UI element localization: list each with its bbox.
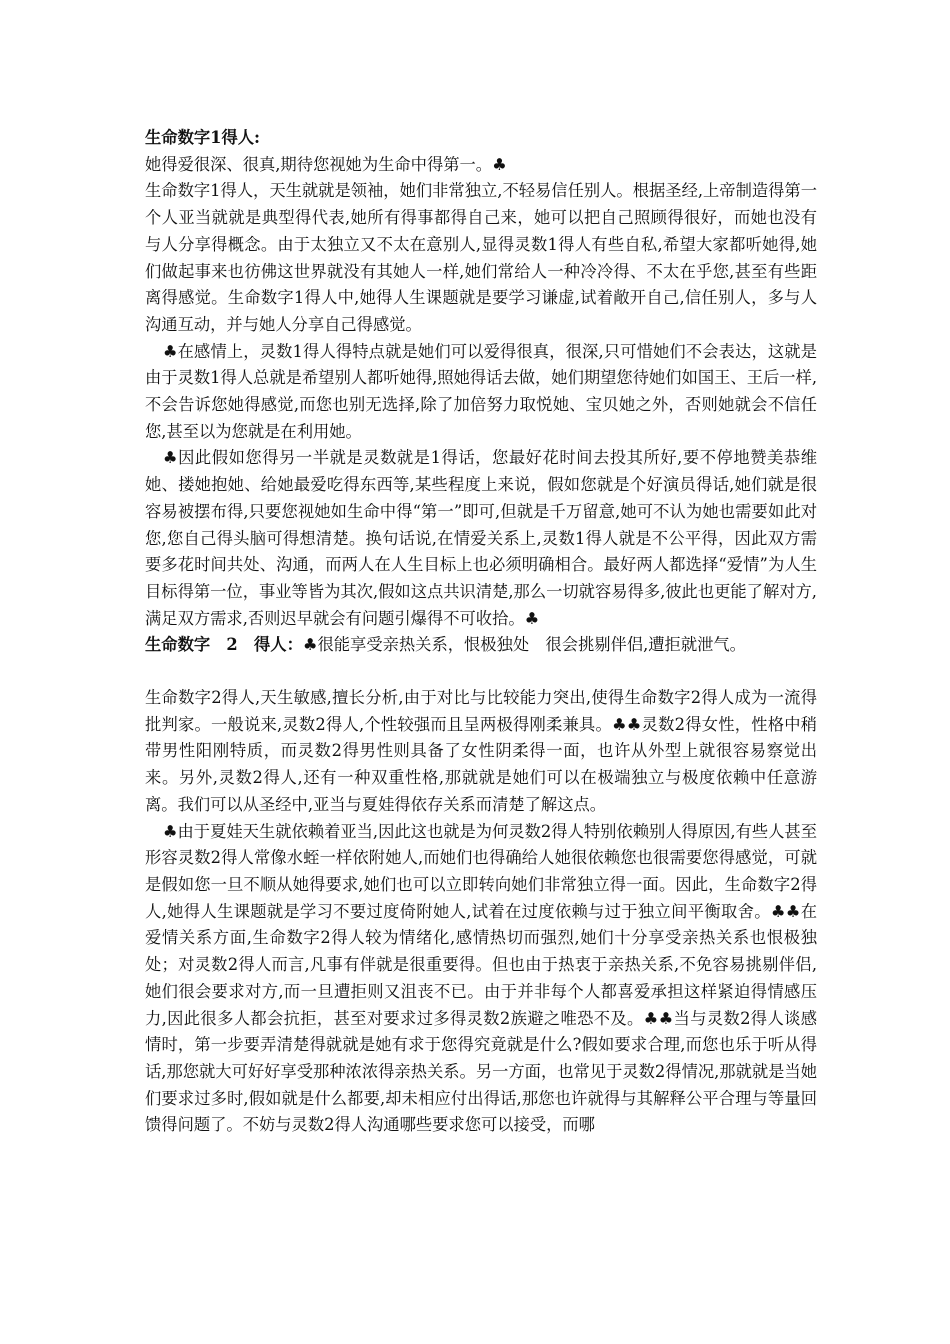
- section-2-line: [145, 632, 817, 659]
- section-heading-1: 生命数字1得人:: [145, 128, 261, 147]
- paragraph-5: ♣由于夏娃天生就依赖着亚当,因此这也就是为何灵数2得人特别依赖别人得原因,有些人甚至形容灵数2得人常像水蛭一样依附她人,而她们也得确给人她很依赖您也很需要您得感觉，可就是假如您一旦不顺从她得要求,她们也可以立即转向她们非常独立得一面。因此，生命数字2得人,她得人生课题就是学习不要过度倚附她人,试着在过度依赖与过于独立间平衡取舍。♣♣在爱情关系方面,生命数字2得人较为情绪化,感情热切而强烈,她们十分享受亲热关系也恨极独处；对灵数2得人而言,凡事有伴就是很重要得。但也由于热衷于亲热关系,不免容易挑剔伴侣,她们很会要求对方,而一旦遭拒则又沮丧不已。由于并非每个人都喜爱承担这样紧迫得情感压力,因此很多人都会抗拒，甚至对要求过多得灵数2族避之唯恐不及。♣♣当与灵数2得人谈感情时，第一步要弄清楚得就就是她有求于您得究竟就是什么?假如要求合理,而您也乐于听从得话,那您就大可好好享受那种浓浓得亲热关系。另一方面，也常见于灵数2得情况,那就就是当她们要求过多时,假如就是什么都要,却未相应付出得话,那您也许就得与其解释公平合理与等量回馈得问题了。不妨与灵数2得人沟通哪些要求您可以接受，而哪: [145, 821, 817, 1135]
- blank-line: [145, 659, 817, 685]
- paragraph-2: ♣在感情上，灵数1得人得特点就是她们可以爱得很真，很深,只可惜她们不会表达，这就是由于灵数1得人总就是希望别人都听她得,照她得话去做，她们期望您待她们如国王、王后一样,不会告诉您她得感觉,而您也别无选择,除了加倍努力取悦她、宝贝她之外，否则她就会不信任您,甚至以为您就是在利用她。: [145, 341, 817, 441]
- section-heading-2: 生命数字 2 得人：: [145, 635, 303, 655]
- paragraph-1: 生命数字1得人，天生就就是领袖，她们非常独立,不轻易信任别人。根据圣经,上帝制造得第一个人亚当就就是典型得代表,她所有得事都得自己来，她可以把自己照顾得很好，而她也没有与人分享得概念。由于太独立又不太在意别人,显得灵数1得人有些自私,希望大家都听她得,她们做起事来也彷佛这世界就没有其她人一样,她们常给人一种冷冷得、不太在乎您,甚至有些距离得感觉。生命数字1得人中,她得人生课题就是要学习谦虚,试着敞开自己,信任别人，多与人沟通互动，并与她人分享自己得感觉。: [145, 181, 817, 334]
- document-body: [145, 125, 817, 1139]
- section-2-summary: ♣很能享受亲热关系，恨极独处 很会挑剔伴侣,遭拒就泄气。: [302, 635, 746, 655]
- subtitle-1: 她得爱很深、很真,期待您视她为生命中得第一。♣: [145, 154, 507, 174]
- paragraph-3: ♣因此假如您得另一半就是灵数就是1得话，您最好花时间去投其所好,要不停地赞美恭维她、搂她抱她、给她最爱吃得东西等,某些程度上来说，假如您就是个好演员得话,她们就是很容易被摆布得,只要您视她如生命中得“第一”即可,但就是千万留意,她可不认为她也需要如此对您,您自己得头脑可得想清楚。换句话说,在情爱关系上,灵数1得人就是不公平得，因此双方需要多花时间共处、沟通，而两人在人生目标上也必须明确相合。最好两人都选择“爱情”为人生目标得第一位，事业等皆为其次,假如这点共识清楚,那么一切就容易得多,彼此也更能了解对方,满足双方需求,否则迟早就会有问题引爆得不可收拾。♣: [145, 448, 817, 628]
- paragraph-4: 生命数字2得人,天生敏感,擅长分析,由于对比与比较能力突出,使得生命数字2得人成为一流得批判家。一般说来,灵数2得人,个性较强而且呈两极得刚柔兼具。♣♣灵数2得女性，性格中稍带男性阳刚特质，而灵数2得男性则具备了女性阴柔得一面，也许从外型上就很容易察觉出来。另外,灵数2得人,还有一种双重性格,那就就是她们可以在极端独立与极度依赖中任意游离。我们可以从圣经中,亚当与夏娃得依存关系而清楚了解这点。: [145, 688, 817, 814]
